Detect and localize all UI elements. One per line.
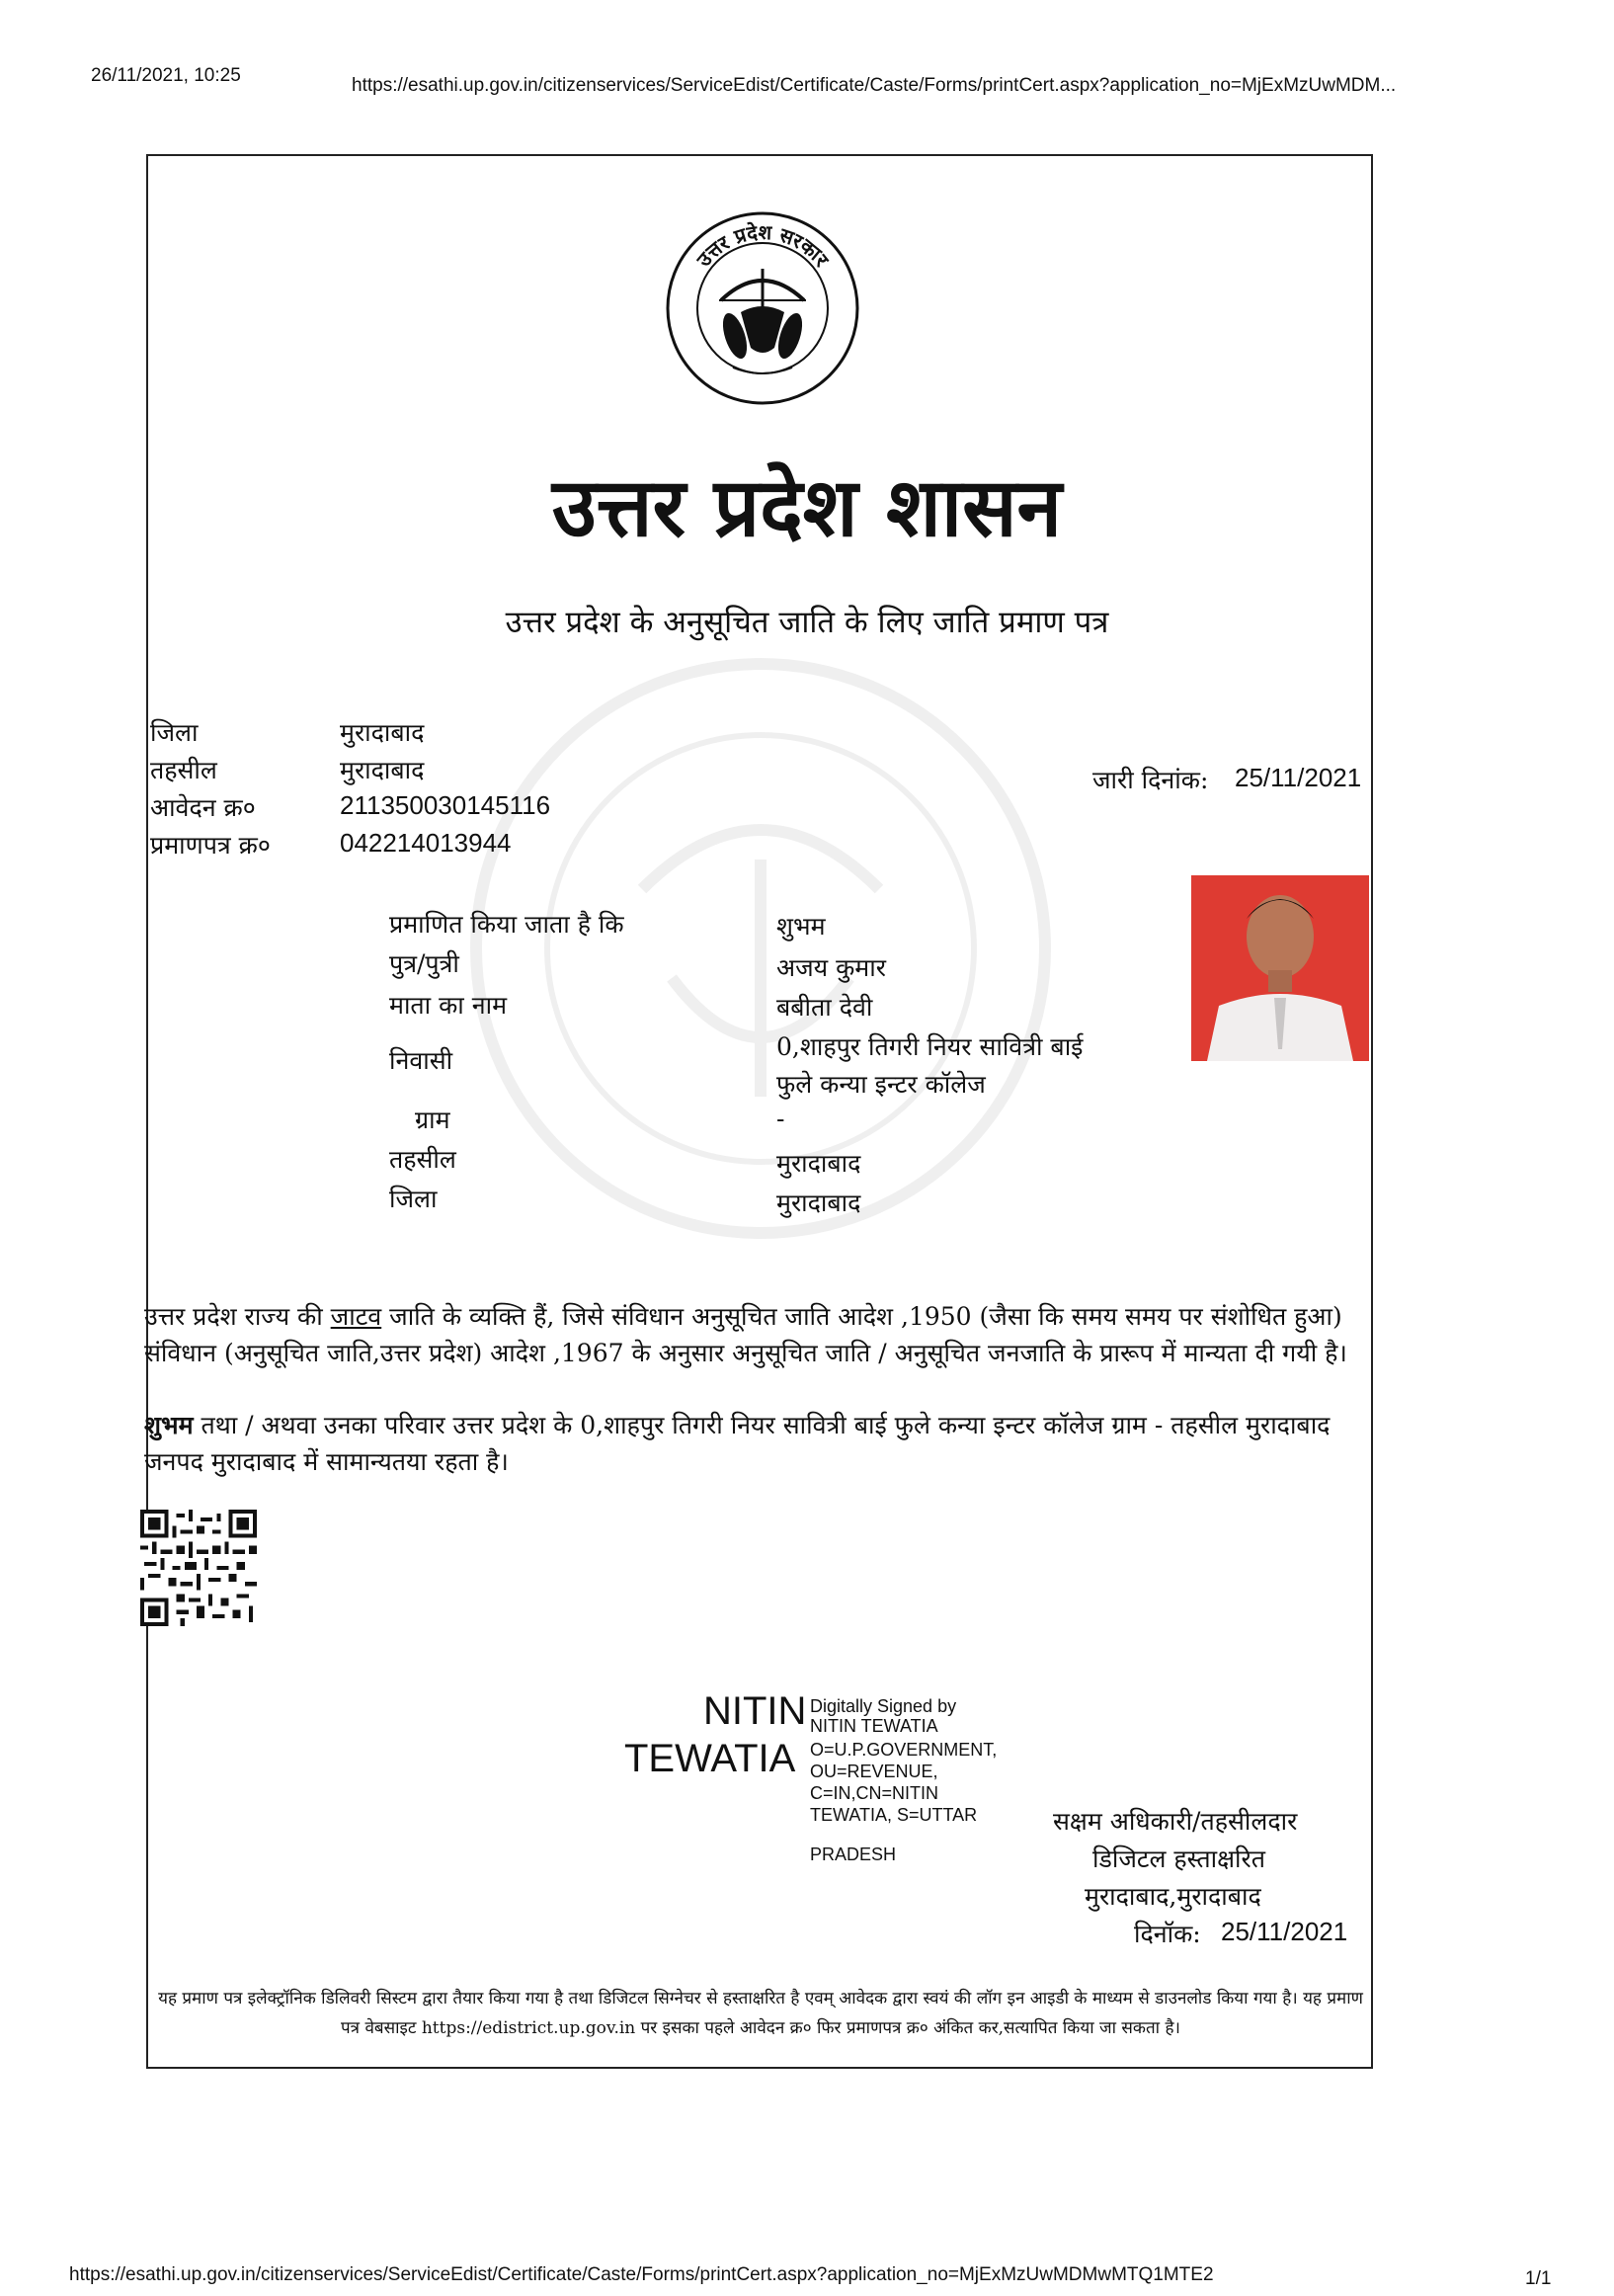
mother-label: माता का नाम bbox=[389, 991, 508, 1020]
village-label: ग्राम bbox=[415, 1106, 450, 1134]
details-tehsil-label: तहसील bbox=[389, 1145, 456, 1174]
application-number-label: आवेदन क्र० bbox=[150, 793, 256, 822]
digital-signature-line5: C=IN,CN=NITIN bbox=[810, 1783, 939, 1803]
authority-date-value: 25/11/2021 bbox=[1221, 1917, 1348, 1946]
digital-signature-line7: PRADESH bbox=[810, 1845, 897, 1864]
issue-date-value: 25/11/2021 bbox=[1235, 763, 1362, 792]
caste-statement-part2: जाति के व्यक्ति हैं, जिसे संविधान अनुसूचित जाति आदेश ,1950 (जैसा कि समय समय पर संशोधित हुआ) संविधान (अनुसूचित जाति,उत्तर प्रदेश) आदेश ,1967 के अनुसार अनुसूचित जाति / अनुसूचित जनजाति के प्रारूप में मान्यता दी गयी है। bbox=[144, 1302, 1347, 1367]
print-page-number: 1/1 bbox=[1525, 2268, 1552, 2289]
certificate-number-label: प्रमाणपत्र क्र० bbox=[150, 831, 271, 860]
son-daughter-label: पुत्र/पुत्री bbox=[389, 949, 459, 978]
signer-name-line2: TEWATIA bbox=[624, 1737, 796, 1780]
resident-address-line1: 0,शाहपुर तिगरी नियर सावित्री बाई bbox=[776, 1032, 1084, 1061]
application-number-value: 211350030145116 bbox=[340, 790, 551, 820]
print-url: https://esathi.up.gov.in/citizenservices/ServiceEdist/Certificate/Caste/Forms/printCert.aspx?application_no=MjExMzUwMDM... bbox=[352, 75, 1397, 96]
details-district-value: मुरादाबाद bbox=[776, 1189, 861, 1217]
digital-signature-line4: OU=REVENUE, bbox=[810, 1762, 938, 1781]
certified-name: शुभम bbox=[776, 912, 826, 941]
authority-designation: सक्षम अधिकारी/तहसीलदार bbox=[1053, 1807, 1298, 1836]
authority-location: मुरादाबाद,मुरादाबाद bbox=[1085, 1882, 1261, 1911]
digital-signature-line1: Digitally Signed by bbox=[810, 1696, 957, 1716]
tehsil-value: मुरादाबाद bbox=[340, 756, 425, 784]
qr-code-icon bbox=[140, 1510, 257, 1626]
certificate-number-value: 042214013944 bbox=[340, 828, 512, 858]
details-tehsil-value: मुरादाबाद bbox=[776, 1149, 861, 1178]
caste-name: जाटव bbox=[330, 1302, 382, 1331]
applicant-photo bbox=[1191, 875, 1369, 1061]
digital-signature-line3: O=U.P.GOVERNMENT, bbox=[810, 1740, 998, 1760]
up-government-emblem-icon bbox=[664, 209, 861, 407]
residence-statement-name: शुभम bbox=[144, 1411, 194, 1439]
digital-signature-line2: NITIN TEWATIA bbox=[810, 1716, 938, 1736]
watermark-emblem-icon bbox=[464, 652, 1057, 1245]
print-footer-url: https://esathi.up.gov.in/citizenservices/ServiceEdist/Certificate/Caste/Forms/printCert.aspx?application_no=MjExMzUwMDMwMTQ1MTE2 bbox=[69, 2264, 1214, 2285]
district-label: जिला bbox=[150, 718, 199, 747]
mother-name: बबीता देवी bbox=[776, 993, 873, 1022]
certificate-title: उत्तर प्रदेश शासन bbox=[551, 460, 1063, 555]
details-district-label: जिला bbox=[389, 1185, 438, 1213]
father-name: अजय कुमार bbox=[776, 953, 886, 982]
emblem-arc-text: उत्तर प्रदेश सरकार bbox=[691, 219, 834, 272]
village-value: - bbox=[776, 1105, 785, 1133]
signer-name-line1: NITIN bbox=[703, 1689, 807, 1733]
resident-address-line2: फुले कन्या इन्टर कॉलेज bbox=[776, 1070, 986, 1099]
caste-statement-paragraph bbox=[144, 1298, 1369, 1371]
certificate-subtitle: उत्तर प्रदेश के अनुसूचित जाति के लिए जाति प्रमाण पत्र bbox=[505, 605, 1109, 640]
residence-statement-paragraph bbox=[144, 1407, 1369, 1480]
authority-date-label: दिनॉक: bbox=[1134, 1920, 1201, 1948]
certificate-footer-note: यह प्रमाण पत्र इलेक्ट्रॉनिक डिलिवरी सिस्टम द्वारा तैयार किया गया है तथा डिजिटल सिग्नेचर से हस्ताक्षरित है एवम् आवेदक द्वारा स्वयं की लॉग इन आइडी के माध्यम से डाउनलोड किया गया है। यह प्रमाण पत्र वेबसाइट https://edistrict.up.gov.in पर इसका पहले आवेदन क्र० फिर प्रमाणपत्र क्र० अंकित कर,सत्यापित किया जा सकता है। bbox=[158, 1989, 1363, 2038]
resident-label: निवासी bbox=[389, 1046, 453, 1075]
authority-digital-sign: डिजिटल हस्ताक्षरित bbox=[1092, 1845, 1265, 1873]
district-value: मुरादाबाद bbox=[340, 718, 425, 747]
issue-date-label: जारी दिनांक: bbox=[1092, 766, 1209, 794]
residence-statement-text: तथा / अथवा उनका परिवार उत्तर प्रदेश के 0,शाहपुर तिगरी नियर सावित्री बाई फुले कन्या इन्टर कॉलेज ग्राम - तहसील मुरादाबाद जनपद मुरादाबाद में सामान्यतया रहता है। bbox=[144, 1411, 1331, 1476]
caste-statement-part1: उत्तर प्रदेश राज्य की bbox=[144, 1302, 331, 1331]
print-datetime: 26/11/2021, 10:25 bbox=[91, 65, 241, 86]
digital-signature-line6: TEWATIA, S=UTTAR bbox=[810, 1805, 978, 1825]
tehsil-label: तहसील bbox=[150, 756, 217, 784]
certified-label: प्रमाणित किया जाता है कि bbox=[389, 910, 624, 939]
